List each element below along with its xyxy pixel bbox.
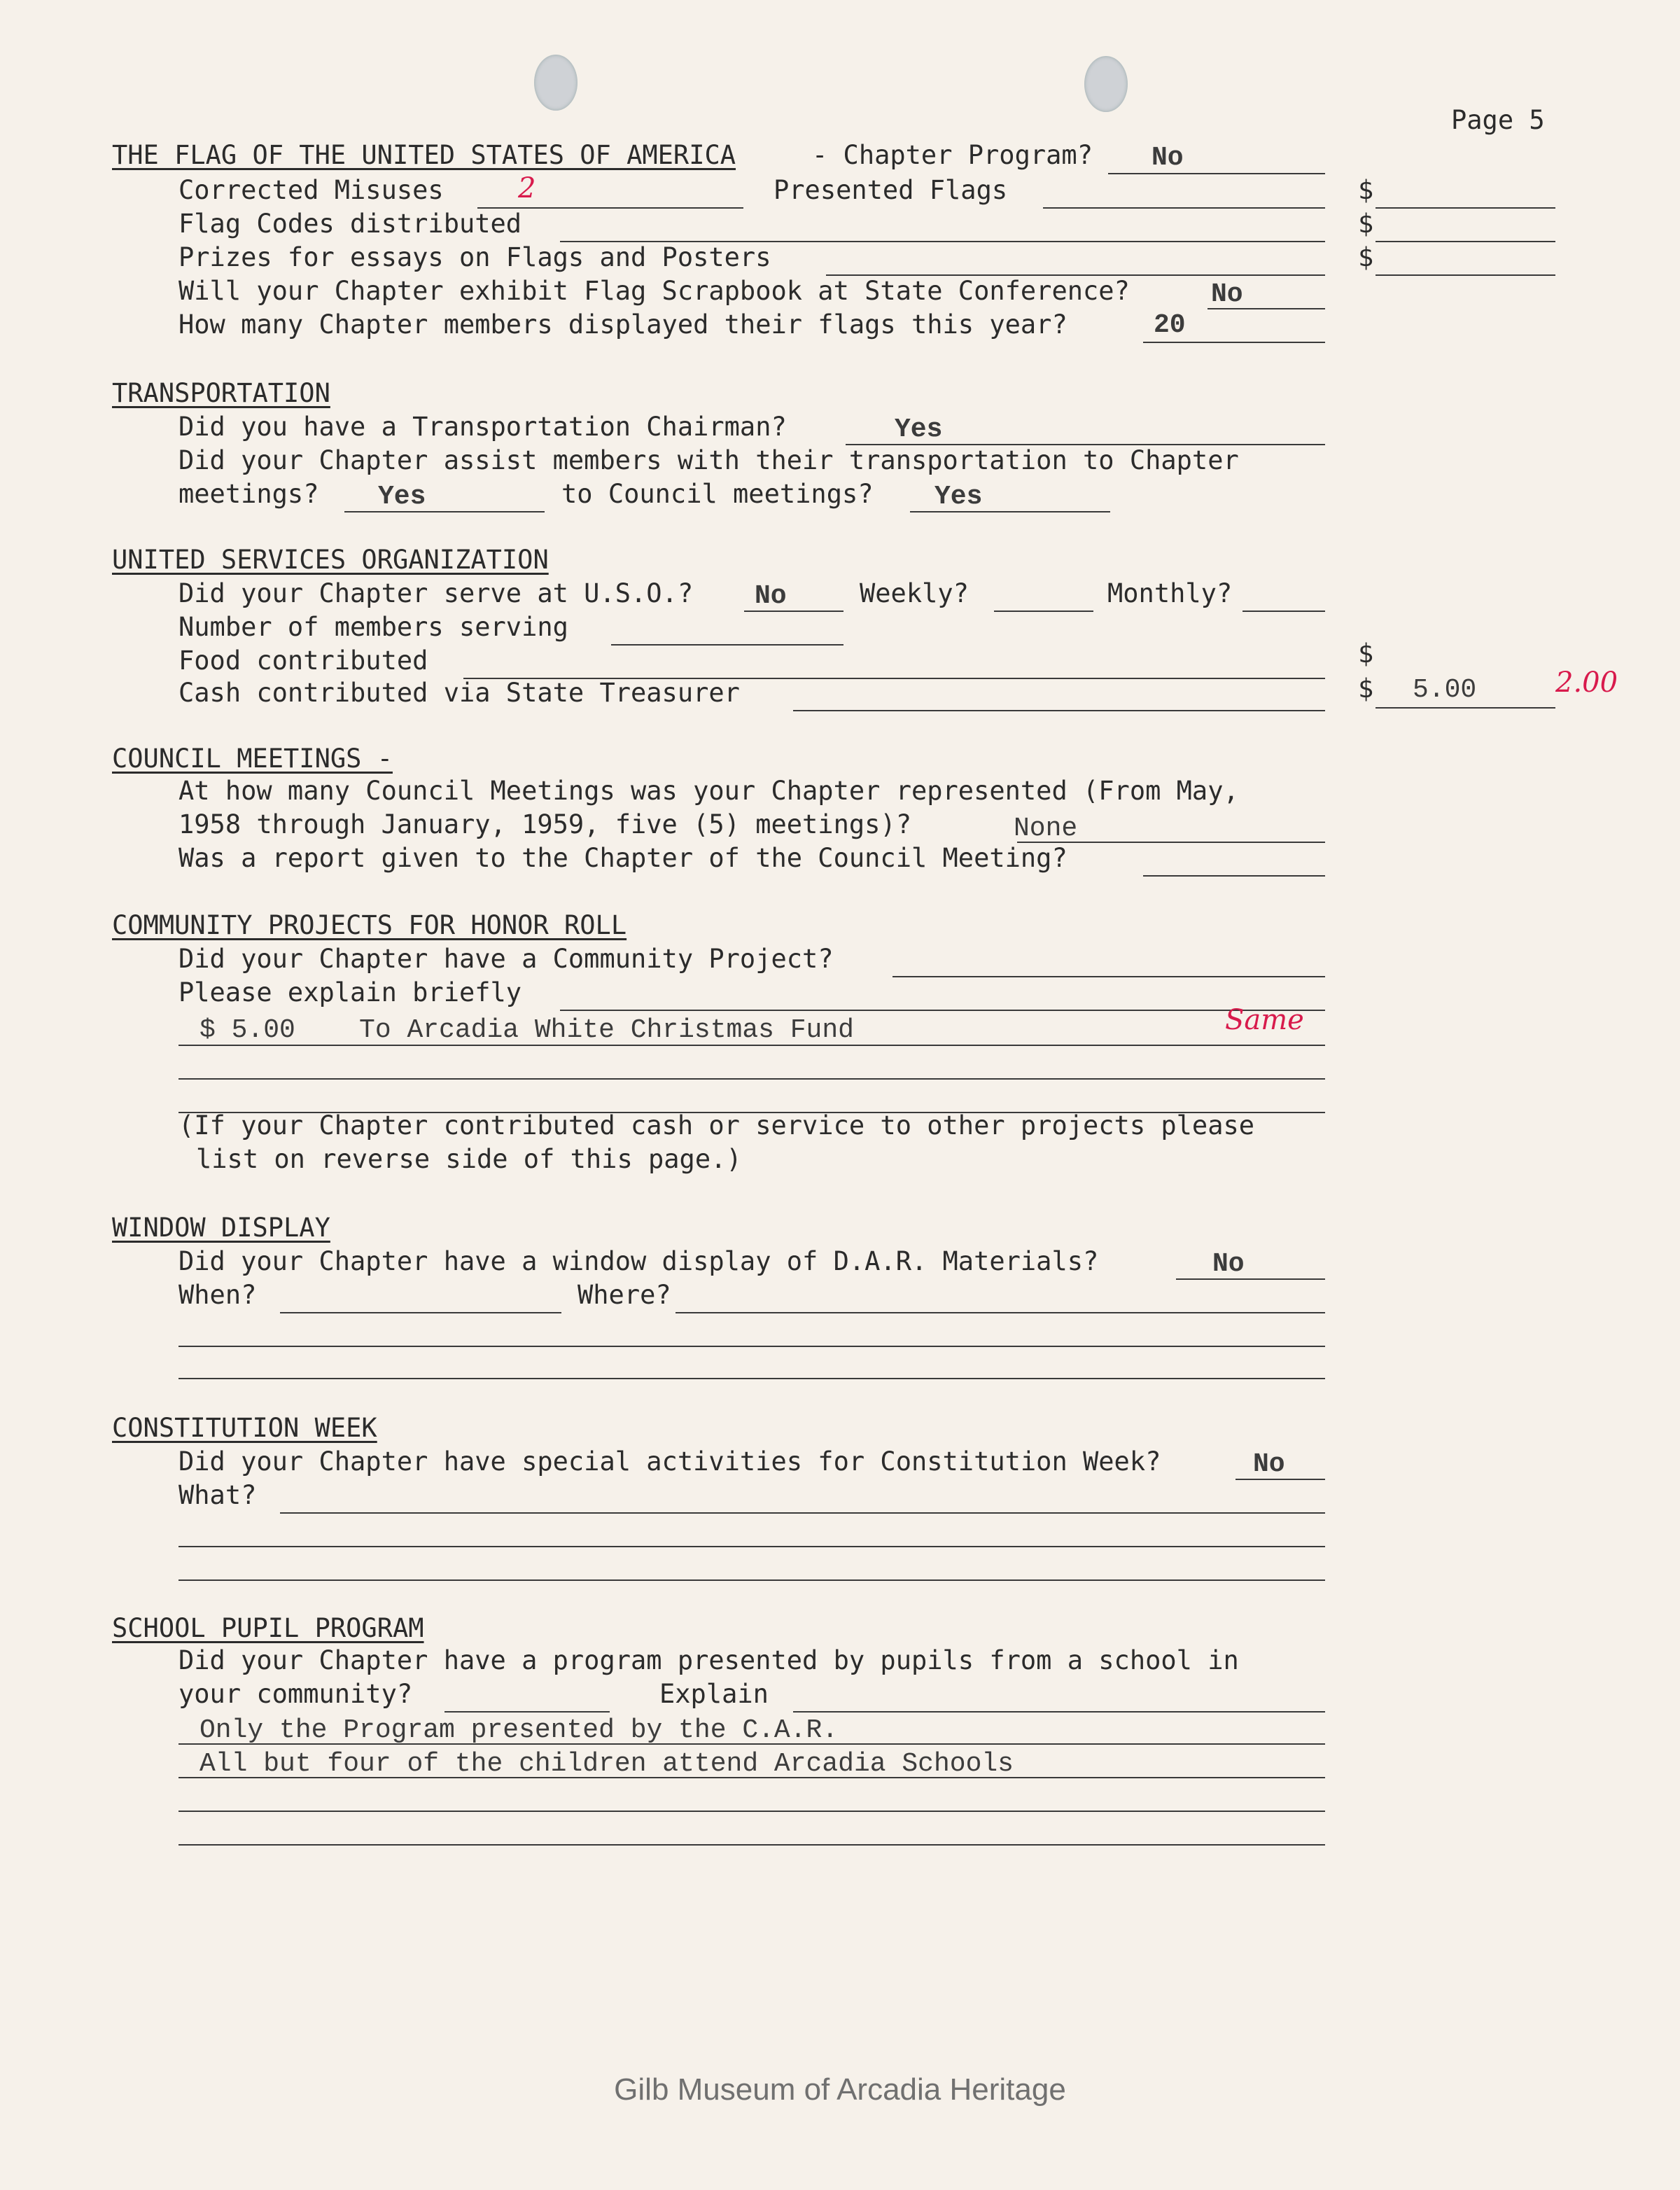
corrected-misuses-label: Corrected Misuses [178, 175, 444, 205]
window-when-label: When? [178, 1280, 257, 1310]
uso-weekly-label: Weekly? [860, 578, 969, 608]
council-answer-2: None [1014, 814, 1078, 844]
community-heading: COMMUNITY PROJECTS FOR HONOR ROLL [112, 910, 627, 940]
community-note: Same [1225, 1004, 1304, 1036]
window-question: Did your Chapter have a window display of D.A.R. Materials? [178, 1246, 1099, 1276]
constitution-answer: No [1253, 1449, 1285, 1479]
constitution-heading: CONSTITUTION WEEK [112, 1413, 377, 1443]
flags-displayed-question: How many Chapter members displayed their flags this year? [178, 309, 1068, 340]
scrapbook-question: Will your Chapter exhibit Flag Scrapbook at State Conference? [178, 276, 1130, 306]
page-number: Page 5 [1451, 105, 1545, 135]
transportation-meetings-answer: Yes [378, 482, 426, 512]
window-where-label: Where? [578, 1280, 671, 1310]
window-answer: No [1212, 1249, 1245, 1279]
transportation-heading: TRANSPORTATION [112, 378, 330, 408]
presented-flags-label: Presented Flags [774, 175, 1008, 205]
community-paren-2: list on reverse side of this page.) [196, 1144, 742, 1174]
community-question-1: Did your Chapter have a Community Project? [178, 944, 834, 974]
transportation-chairman-question: Did you have a Transportation Chairman? [178, 412, 787, 442]
dollar-sign: $ [1358, 674, 1374, 704]
transportation-meetings-label: meetings? [178, 479, 319, 509]
flag-codes-label: Flag Codes distributed [178, 209, 522, 239]
uso-heading: UNITED SERVICES ORGANIZATION [112, 545, 549, 575]
uso-food-label: Food contributed [178, 646, 428, 676]
corrected-misuses-value: 2 [518, 172, 536, 204]
uso-cash-note: 2.00 [1555, 667, 1618, 699]
school-heading: SCHOOL PUPIL PROGRAM [112, 1613, 424, 1643]
school-question-1: Did your Chapter have a program presented by pupils from a school in [178, 1645, 1239, 1675]
flag-program-answer: No [1152, 143, 1184, 173]
dollar-sign: $ [1358, 209, 1374, 239]
flag-heading: THE FLAG OF THE UNITED STATES OF AMERICA [112, 140, 736, 170]
transportation-assist-question: Did your Chapter assist members with their transportation to Chapter [178, 445, 1239, 475]
community-typed-answer: $ 5.00 To Arcadia White Christmas Fund [200, 1015, 854, 1045]
flags-displayed-answer: 20 [1154, 310, 1186, 340]
school-explain-label: Explain [659, 1679, 769, 1709]
community-question-2: Please explain briefly [178, 977, 522, 1007]
flag-program-question: - Chapter Program? [812, 140, 1093, 170]
transportation-council-answer: Yes [934, 482, 983, 512]
council-heading: COUNCIL MEETINGS - [112, 744, 393, 774]
uso-members-label: Number of members serving [178, 612, 568, 642]
transportation-council-label: to Council meetings? [561, 479, 874, 509]
punch-hole-right [1084, 56, 1128, 112]
uso-monthly-label: Monthly? [1107, 578, 1233, 608]
uso-serve-question: Did your Chapter serve at U.S.O.? [178, 578, 694, 608]
dollar-sign: $ [1358, 175, 1374, 205]
punch-hole-left [534, 55, 578, 111]
uso-serve-answer: No [755, 581, 787, 611]
council-question-2: 1958 through January, 1959, five (5) meetings)? [178, 809, 911, 839]
council-question-3: Was a report given to the Chapter of the Council Meeting? [178, 843, 1068, 873]
museum-footer: Gilb Museum of Arcadia Heritage [614, 2072, 1066, 2107]
dollar-sign: $ [1358, 639, 1374, 669]
prizes-label: Prizes for essays on Flags and Posters [178, 242, 771, 272]
school-answer-1: Only the Program presented by the C.A.R. [200, 1715, 839, 1745]
uso-cash-label: Cash contributed via State Treasurer [178, 678, 740, 708]
constitution-question: Did your Chapter have special activities for Constitution Week? [178, 1446, 1161, 1477]
school-answer-2: All but four of the children attend Arcadia Schools [200, 1749, 1014, 1779]
school-question-2: your community? [178, 1679, 413, 1709]
transportation-chairman-answer: Yes [895, 414, 943, 445]
dollar-sign: $ [1358, 242, 1374, 272]
community-paren-1: (If your Chapter contributed cash or service to other projects please [178, 1110, 1255, 1141]
council-question-1: At how many Council Meetings was your Chapter represented (From May, [178, 776, 1239, 806]
constitution-what-label: What? [178, 1480, 257, 1510]
scrapbook-answer: No [1211, 279, 1243, 309]
uso-cash-value: 5.00 [1413, 675, 1477, 705]
window-heading: WINDOW DISPLAY [112, 1213, 330, 1243]
